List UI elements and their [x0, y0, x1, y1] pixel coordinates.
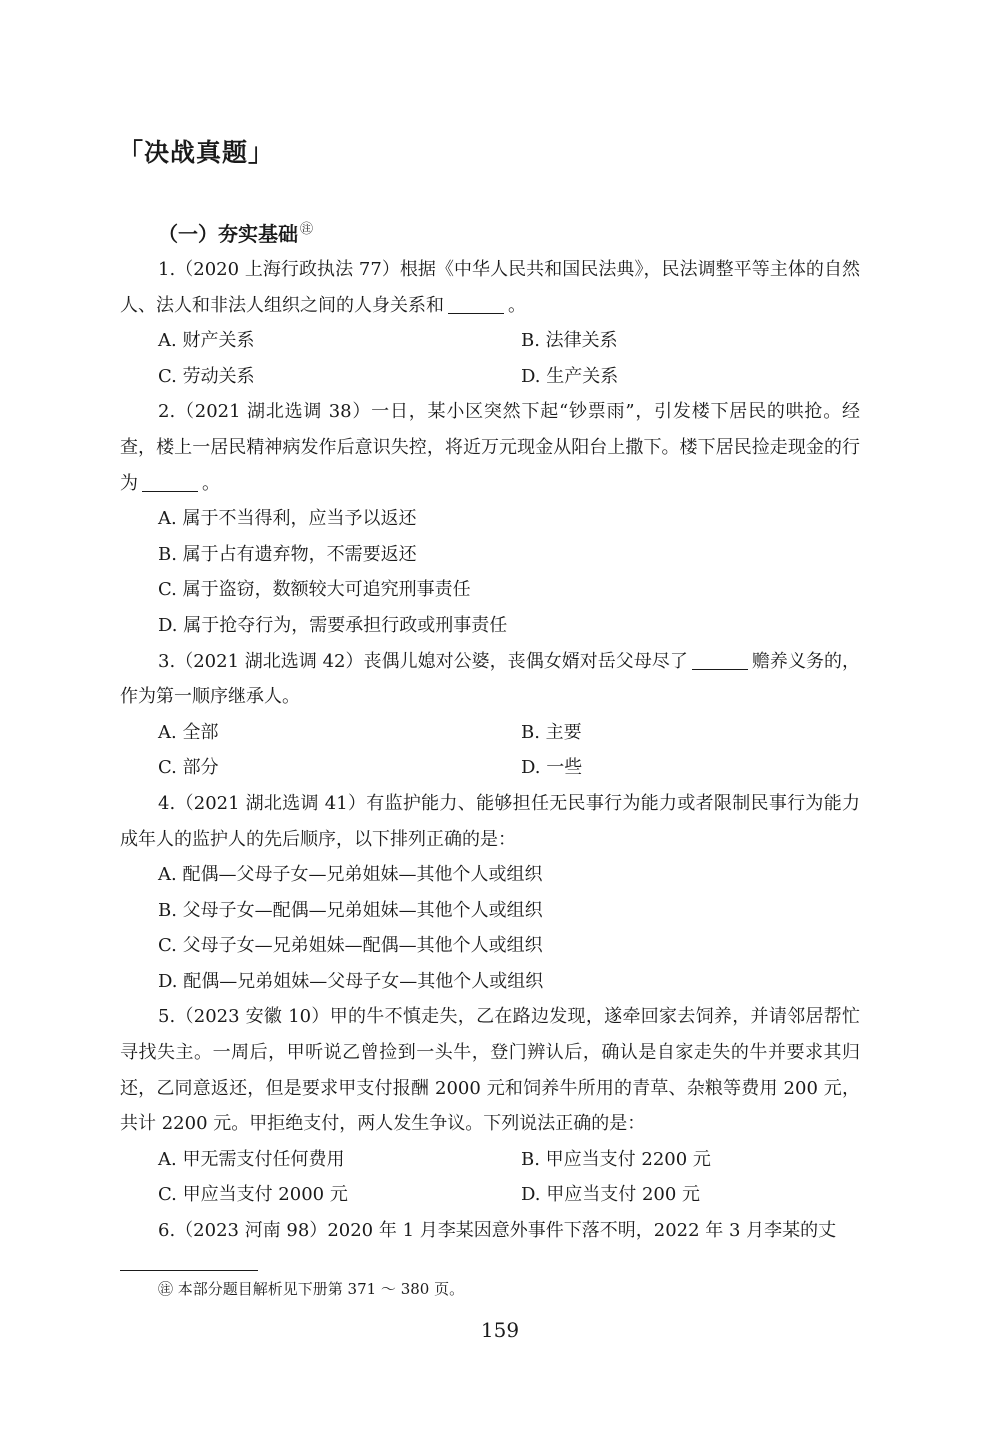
option-b: B. 主要 — [521, 721, 582, 743]
option-c: C. 属于盗窃，数额较大可追究刑事责任 — [158, 579, 471, 601]
question-3-options-row-1 — [120, 715, 860, 751]
question-1-stem — [120, 252, 860, 323]
question-1-text-end: 。 — [508, 294, 526, 316]
option-c: C. 父母子女—兄弟姐妹—配偶—其他个人或组织 — [158, 935, 543, 957]
section-title: 「决战真题」 — [118, 138, 275, 167]
question-3-options-row-2 — [120, 750, 860, 786]
option-b: B. 甲应当支付 2200 元 — [521, 1148, 711, 1170]
option-a: A. 财产关系 — [158, 330, 255, 352]
question-list — [120, 252, 860, 1249]
question-1-options-row-2 — [120, 359, 860, 395]
question-3-text-end: 赡养义务的，作为第一顺序继承人。 — [120, 650, 861, 708]
page-number: 159 — [480, 1318, 520, 1342]
question-1-options-row-1 — [120, 323, 860, 359]
option-c: C. 劳动关系 — [158, 365, 255, 387]
option-a: A. 属于不当得利，应当予以返还 — [158, 508, 417, 530]
question-3-stem — [120, 644, 860, 715]
option-d: D. 甲应当支付 200 元 — [521, 1184, 701, 1206]
option-a: A. 配偶—父母子女—兄弟姐妹—其他个人或组织 — [158, 864, 543, 886]
option-c: C. 甲应当支付 2000 元 — [158, 1184, 348, 1206]
footnote-divider — [120, 1270, 258, 1271]
option-b: B. 法律关系 — [521, 330, 618, 352]
question-2-text-end: 。 — [202, 472, 220, 494]
subsection-title-text: （一）夯实基础 — [158, 222, 298, 246]
option-c: C. 部分 — [158, 757, 219, 779]
answer-blank — [448, 295, 504, 314]
question-2-stem — [120, 394, 860, 501]
question-6-stem: 6.（2023 河南 98）2020 年 1 月李某因意外事件下落不明，2022 年 3 月李某的丈 — [158, 1220, 837, 1242]
footnote-mark-icon: ㊟ — [300, 222, 314, 238]
option-d: D. 一些 — [521, 757, 583, 779]
subsection-title — [158, 218, 313, 247]
question-2-text: 2.（2021 湖北选调 38）一日，某小区突然下起“钞票雨”，引发楼下居民的哄抢。经查，楼上一居民精神病发作后意识失控，将近万元现金从阳台上撒下。楼下居民捡走现金的行为 — [120, 401, 860, 494]
question-5-options-row-1 — [120, 1142, 860, 1178]
option-a: A. 甲无需支付任何费用 — [158, 1148, 345, 1170]
answer-blank — [692, 651, 748, 670]
option-d: D. 配偶—兄弟姐妹—父母子女—其他个人或组织 — [158, 970, 544, 992]
option-a: A. 全部 — [158, 721, 219, 743]
question-5-options-row-2 — [120, 1177, 860, 1213]
answer-blank — [142, 473, 198, 492]
question-1-text: 1.（2020 上海行政执法 77）根据《中华人民共和国民法典》，民法调整平等主体的自然人、法人和非法人组织之间的人身关系和 — [120, 259, 860, 316]
option-b: B. 父母子女—配偶—兄弟姐妹—其他个人或组织 — [158, 899, 543, 921]
option-b: B. 属于占有遗弃物，不需要返还 — [158, 543, 417, 565]
question-5-stem: 5.（2023 安徽 10）甲的牛不慎走失，乙在路边发现，遂牵回家去饲养，并请邻居帮忙寻找失主。一周后，甲听说乙曾捡到一头牛，登门辨认后，确认是自家走失的牛并要求其归还，乙同意返还，但是要求甲支付报酬 2000 元和饲养牛所用的青草、杂粮等费用 200 元，共计 2200 元。甲拒绝支付，两人发生争议。下列说法正确的是： — [120, 1006, 860, 1135]
option-d: D. 生产关系 — [521, 365, 619, 387]
question-3-text: 3.（2021 湖北选调 42）丧偶儿媳对公婆，丧偶女婿对岳父母尽了 — [158, 650, 688, 672]
question-4-stem: 4.（2021 湖北选调 41）有监护能力、能够担任无民事行为能力或者限制民事行为能力成年人的监护人的先后顺序，以下排列正确的是： — [120, 792, 860, 850]
footnote: ㊟ 本部分题目解析见下册第 371 ～ 380 页。 — [158, 1280, 465, 1298]
option-d: D. 属于抢夺行为，需要承担行政或刑事责任 — [158, 614, 508, 636]
